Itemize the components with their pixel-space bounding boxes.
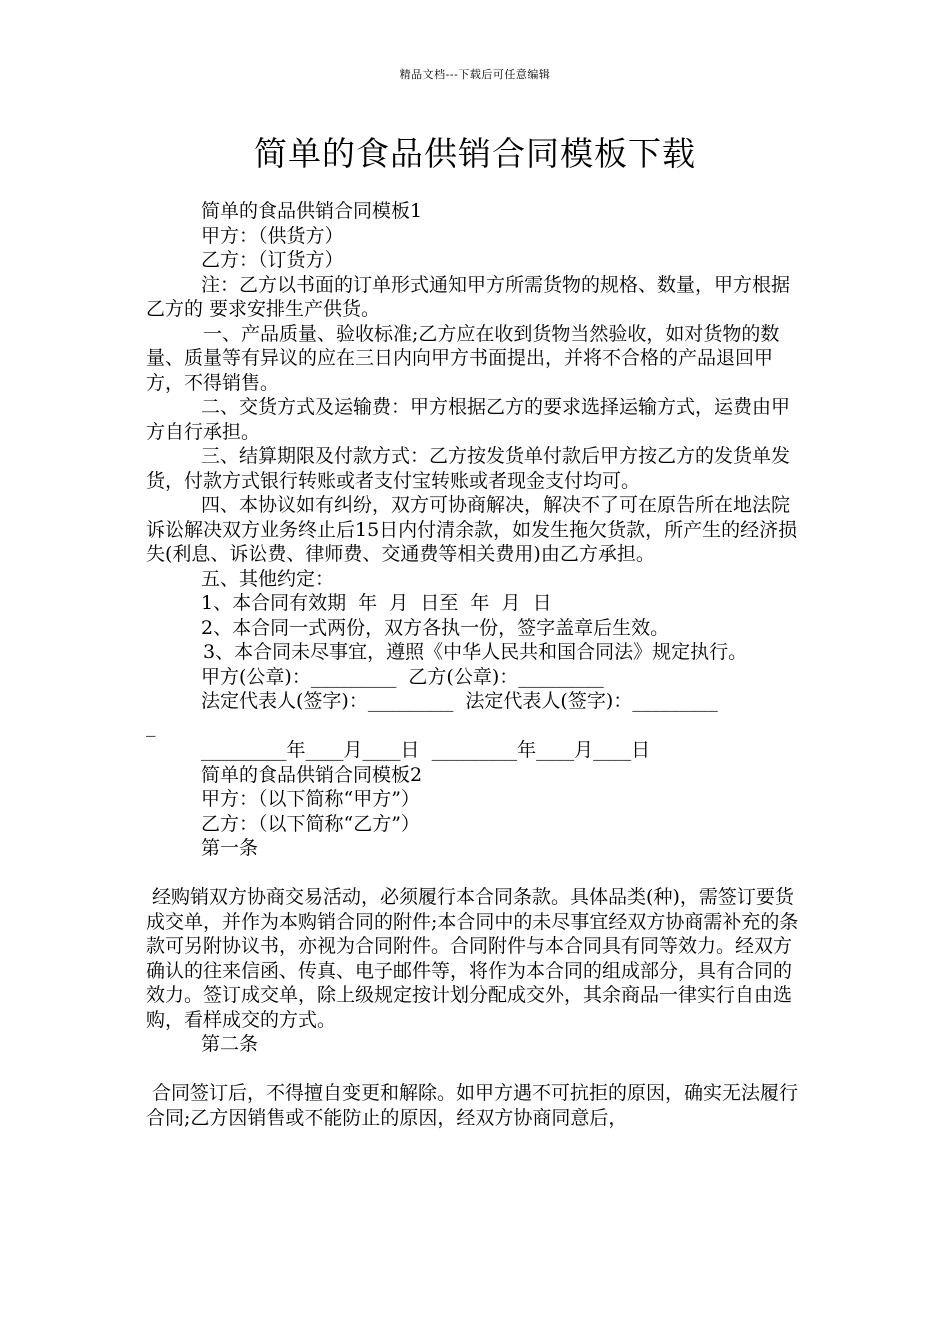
template1-party-a: 甲方：（供货方） [201,224,344,247]
clause-2: 二、交货方式及运输费：甲方根据乙方的要求选择运输方式，运费由甲方自行承担。 [146,396,791,443]
template2-heading: 简单的食品供销合同模板2 [201,763,423,786]
clause-1: 一、产品质量、验收标准;乙方应在收到货物当然验收，如对货物的数量、质量等有异议的应在三日内向甲方书面提出，并将不合格的产品退回甲方，不得销售。 [146,322,780,394]
page-title: 简单的食品供销合同模板下载 [254,134,696,173]
template1-heading: 简单的食品供销合同模板1 [201,200,423,222]
clause-5-title: 五、其他约定： [201,567,335,590]
clause-3: 三、结算期限及付款方式：乙方按发货单付款后甲方按乙方的发货单发货，付款方式银行转账或者支付宝转账或者现金支付均可。 [146,445,791,492]
signature-representative-line: 法定代表人(签字)：_________ 法定代表人(签字)：_________ [201,690,718,712]
article-1-title: 第一条 [201,837,259,859]
article-2-title: 第二条 [201,1033,259,1055]
template1-party-b: 乙方：（订货方） [201,249,344,271]
paragraph-gap [146,861,806,886]
signature-representative-tail: _ [146,714,156,737]
other-item-2: 2、本合同一式两份，双方各执一份，签字盖章后生效。 [201,616,670,639]
paragraph-gap [146,1057,806,1082]
article-1-text: 经购销双方协商交易活动，必须履行本合同条款。具体品类(种)，需签订要货成交单，并作为本购销合同的附件;本合同中的未尽事宜经双方协商需补充的条款可另附协议书，亦视为合同附件。合同附件与本合同具有同等效力。经双方确认的往来信函、传真、电子邮件等，将作为本合同的组成部分，具有合同的效力。签订成交单，除上级规定按计划分配成交外，其余商品一律实行自由选购，看样成交的方式。 [146,886,799,1031]
signature-seal-line: 甲方(公章)：_________ 乙方(公章)：_________ [201,665,604,688]
other-item-1: 1、本合同有效期 年 月 日至 年 月 日 [201,592,552,614]
clause-4: 四、本协议如有纠纷，双方可协商解决，解决不了可在原告所在地法院诉讼解决双方业务终止后15日内付清余款，如发生拖欠货款，所产生的经济损失(利息、诉讼费、律师费、交通费等相关费用)由乙方承担。 [146,494,798,565]
template2-party-b: 乙方：（以下简称“乙方”） [201,812,420,835]
signature-date-line: _________年____月____日 _________年____月____日 [201,739,651,761]
header-note: 精品文档---下载后可任意编辑 [399,68,551,81]
article-2-text: 合同签订后，不得擅自变更和解除。如甲方遇不可抗拒的原因，确实无法履行合同;乙方因销售或不能防止的原因，经双方协商同意后， [146,1082,799,1129]
template1-note: 注：乙方以书面的订单形式通知甲方所需货物的规格、数量，甲方根据乙方的 要求安排生产供货。 [146,273,791,320]
other-item-3: 3、本合同未尽事宜，遵照《中华人民共和国合同法》规定执行。 [203,641,748,663]
template2-party-a: 甲方：（以下简称“甲方”） [201,788,420,810]
document-body [146,199,806,1130]
